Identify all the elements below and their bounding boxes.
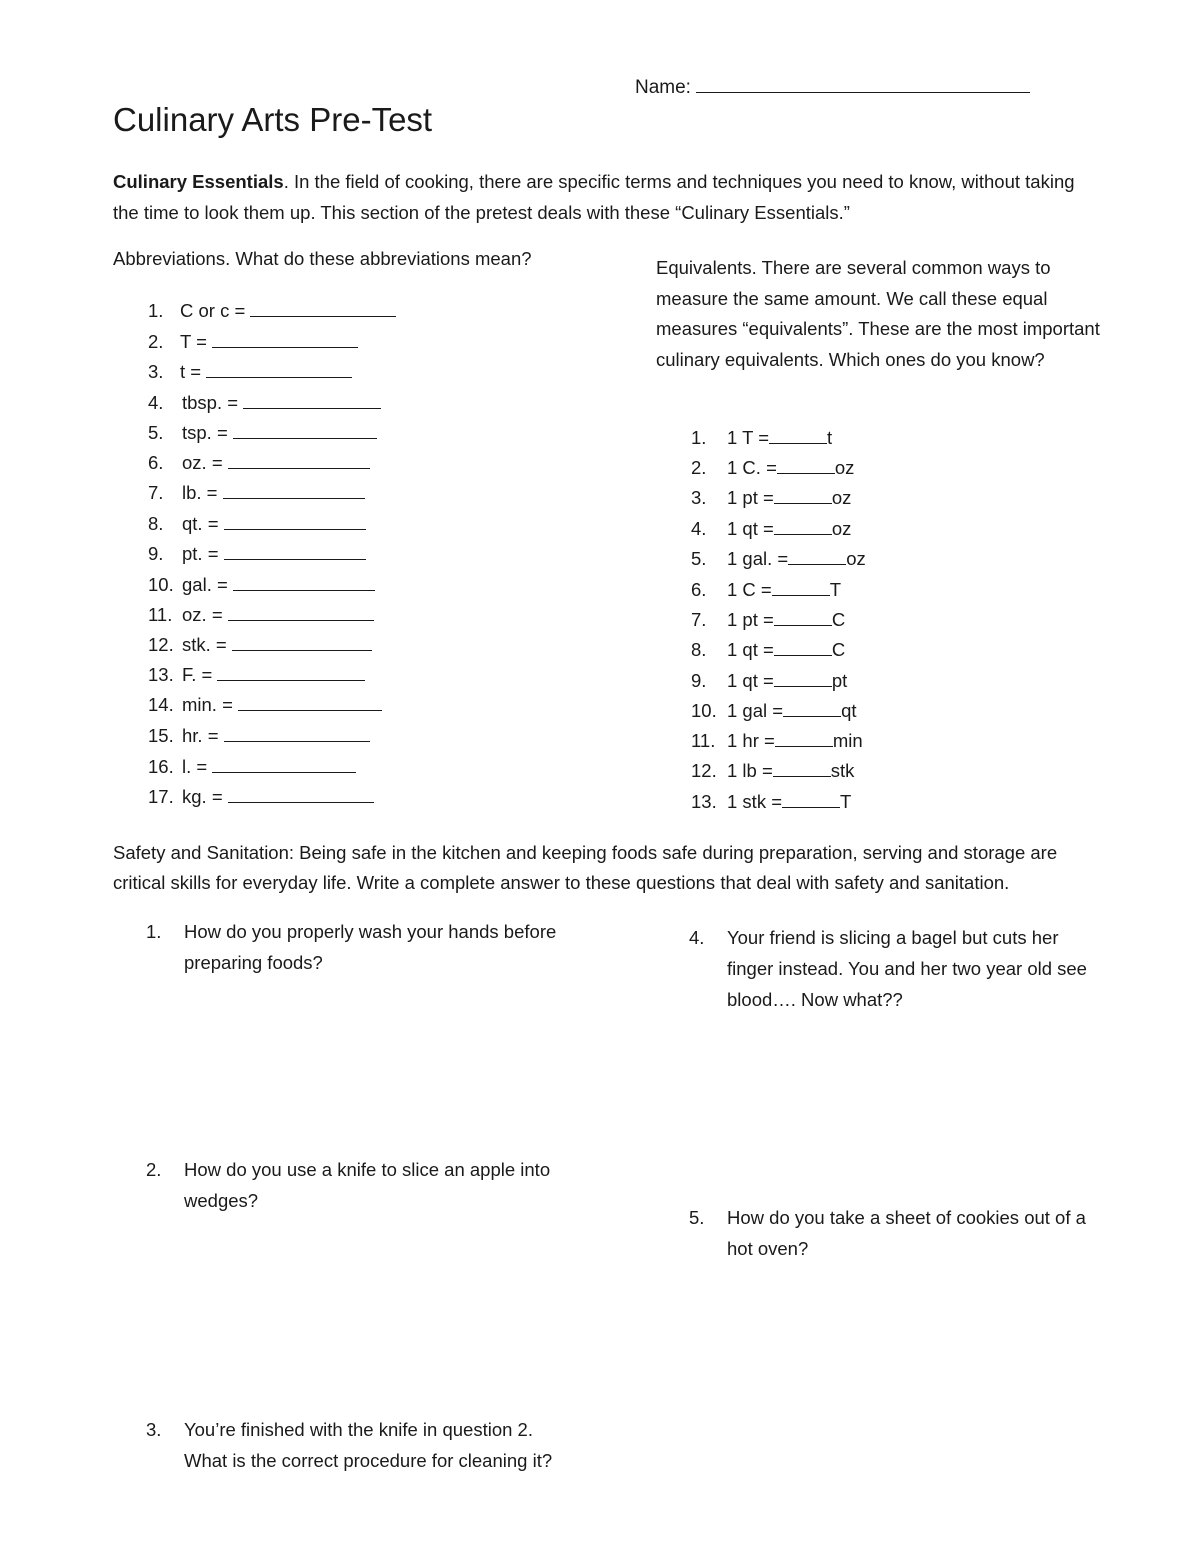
name-field[interactable] [635, 74, 1030, 99]
abbr-label: stk. = [182, 634, 227, 655]
abbr-num: 6. [148, 452, 164, 473]
equiv-left: 1 T = [727, 427, 770, 448]
equiv-item [691, 578, 841, 601]
abbr-num: 17. [148, 786, 174, 807]
answer-blank[interactable] [206, 360, 352, 378]
equiv-unit: t [827, 427, 833, 448]
abbr-label: tbsp. = [182, 392, 239, 413]
equiv-num: 5. [691, 548, 707, 569]
equiv-item [691, 456, 854, 479]
abbr-num: 12. [148, 634, 174, 655]
equiv-unit: T [840, 791, 852, 812]
answer-blank[interactable] [773, 759, 831, 777]
abbr-label: oz. = [182, 452, 223, 473]
abbr-item [148, 633, 372, 656]
equiv-item [691, 517, 851, 540]
equiv-item [691, 426, 832, 449]
abbr-label: C or c = [180, 300, 246, 321]
answer-blank[interactable] [782, 790, 840, 808]
question-line: blood…. Now what?? [727, 989, 903, 1010]
equiv-left: 1 qt = [727, 639, 774, 660]
abbr-num: 5. [148, 422, 164, 443]
abbr-item [148, 421, 377, 444]
answer-blank[interactable] [224, 724, 370, 742]
equiv-left: 1 stk = [727, 791, 783, 812]
abbr-label: l. = [182, 756, 208, 777]
abbr-num: 2. [148, 331, 164, 352]
equiv-num: 6. [691, 579, 707, 600]
equiv-unit: oz [846, 548, 866, 569]
question-line: preparing foods? [184, 952, 323, 973]
equiv-item [691, 790, 851, 813]
equiv-left: 1 lb = [727, 760, 773, 781]
intro-text: . In the field of cooking, there are specific terms and techniques you need to know, without taking the time to look them up. This section of the pretest deals with these “Culinary Essentials.” [113, 171, 1075, 223]
abbr-num: 3. [148, 361, 164, 382]
equiv-left: 1 qt = [727, 670, 774, 691]
answer-blank[interactable] [772, 578, 830, 596]
abbr-num: 16. [148, 756, 174, 777]
abbr-num: 11. [148, 604, 173, 625]
equiv-unit: T [829, 579, 842, 600]
question-line: What is the correct procedure for cleaning it? [184, 1450, 553, 1471]
abbr-num: 13. [148, 664, 174, 685]
answer-blank[interactable] [774, 608, 832, 626]
question-line: How do you properly wash your hands before [184, 921, 557, 942]
equiv-left: 1 qt = [727, 518, 774, 539]
equiv-item [691, 669, 847, 692]
name-label: Name: [635, 77, 691, 98]
equiv-num: 9. [691, 670, 707, 691]
equiv-unit: stk [830, 760, 855, 781]
abbr-item [148, 663, 365, 686]
answer-blank[interactable] [212, 755, 356, 773]
answer-blank[interactable] [243, 391, 381, 409]
abbr-item [148, 512, 366, 535]
equiv-left: 1 pt = [727, 487, 774, 508]
equiv-unit: pt [831, 670, 848, 691]
equiv-unit: C [831, 639, 846, 660]
equivalents-heading: Equivalents. There are several common ways to measure the same amount. We call these equal measures “equivalents”. These are the most important culinary equivalents. Which ones do you know? [656, 257, 1100, 370]
question-num: 5. [689, 1207, 705, 1228]
answer-blank[interactable] [228, 603, 374, 621]
answer-blank[interactable] [223, 481, 365, 499]
answer-blank[interactable] [774, 517, 832, 535]
equiv-num: 2. [691, 457, 707, 478]
abbr-label: oz. = [182, 604, 223, 625]
equiv-item [691, 729, 863, 752]
abbr-label: hr. = [182, 725, 219, 746]
abbr-label: tsp. = [182, 422, 228, 443]
safety-question-5 [689, 1202, 1086, 1264]
name-blank[interactable] [696, 74, 1030, 93]
safety-question-3 [146, 1414, 553, 1476]
equiv-num: 3. [691, 487, 707, 508]
abbr-label: gal. = [182, 574, 228, 595]
answer-blank[interactable] [233, 573, 375, 591]
abbr-label: min. = [182, 694, 233, 715]
equiv-unit: C [831, 609, 846, 630]
answer-blank[interactable] [224, 512, 366, 530]
equiv-num: 8. [691, 639, 707, 660]
abbr-num: 15. [148, 725, 174, 746]
safety-question-4 [689, 922, 1087, 1015]
answer-blank[interactable] [228, 451, 370, 469]
abbr-num: 10. [148, 574, 174, 595]
abbr-item [148, 542, 366, 565]
equiv-num: 7. [691, 609, 707, 630]
equiv-left: 1 C = [727, 579, 772, 600]
answer-blank[interactable] [774, 638, 832, 656]
abbr-item [148, 299, 396, 322]
question-num: 3. [146, 1419, 162, 1440]
answer-blank[interactable] [212, 330, 358, 348]
safety-question-2 [146, 1154, 551, 1216]
answer-blank[interactable] [777, 456, 835, 474]
equiv-item [691, 699, 857, 722]
equiv-unit: oz [831, 487, 852, 508]
abbr-item [148, 603, 374, 626]
equiv-num: 11. [691, 730, 716, 751]
equiv-item [691, 608, 845, 631]
abbr-item [148, 330, 358, 353]
intro-paragraph [113, 167, 1103, 228]
question-line: wedges? [184, 1190, 259, 1211]
answer-blank[interactable] [783, 699, 841, 717]
answer-blank[interactable] [774, 669, 832, 687]
abbr-num: 14. [148, 694, 174, 715]
equiv-num: 12. [691, 760, 717, 781]
abbr-item [148, 755, 356, 778]
abbr-item [148, 360, 352, 383]
abbr-item [148, 573, 375, 596]
abbr-num: 1. [148, 300, 164, 321]
answer-blank[interactable] [228, 785, 374, 803]
equiv-item [691, 486, 851, 509]
abbr-label: lb. = [182, 482, 218, 503]
equiv-num: 13. [691, 791, 717, 812]
equiv-left: 1 C. = [727, 457, 777, 478]
equiv-unit: oz [834, 457, 855, 478]
answer-blank[interactable] [224, 542, 366, 560]
answer-blank[interactable] [238, 693, 382, 711]
answer-blank[interactable] [217, 663, 365, 681]
equiv-left: 1 gal. = [727, 548, 789, 569]
equiv-num: 1. [691, 427, 707, 448]
abbr-label: T = [180, 331, 207, 352]
page-title: Culinary Arts Pre-Test [113, 101, 433, 138]
abbr-num: 4. [148, 392, 164, 413]
abbr-item [148, 785, 374, 808]
abbr-label: F. = [182, 664, 213, 685]
equiv-unit: qt [841, 700, 857, 721]
equiv-left: 1 hr = [727, 730, 775, 751]
abbr-label: t = [180, 361, 202, 382]
question-line: hot oven? [727, 1238, 809, 1259]
question-num: 4. [689, 927, 705, 948]
equiv-item [691, 638, 845, 661]
intro-bold: Culinary Essentials [113, 171, 284, 192]
safety-question-1 [146, 916, 557, 978]
question-line: How do you use a knife to slice an apple into [184, 1159, 551, 1180]
equiv-num: 10. [691, 700, 717, 721]
equiv-num: 4. [691, 518, 707, 539]
answer-blank[interactable] [774, 486, 832, 504]
answer-blank[interactable] [250, 299, 396, 317]
answer-blank[interactable] [775, 729, 833, 747]
equiv-left: 1 gal = [727, 700, 784, 721]
answer-blank[interactable] [788, 547, 846, 565]
abbr-item [148, 724, 370, 747]
abbr-item [148, 451, 370, 474]
abbr-num: 7. [148, 482, 164, 503]
abbr-num: 9. [148, 543, 164, 564]
question-num: 1. [146, 921, 162, 942]
equiv-unit: oz [831, 518, 852, 539]
question-line: finger instead. You and her two year old see [727, 958, 1087, 979]
equiv-item [691, 547, 866, 570]
abbr-label: pt. = [182, 543, 219, 564]
abbr-item [148, 481, 365, 504]
abbr-label: kg. = [182, 786, 223, 807]
abbreviations-heading: Abbreviations. What do these abbreviations mean? [113, 248, 532, 269]
equiv-item [691, 759, 854, 782]
abbr-item [148, 693, 382, 716]
answer-blank[interactable] [769, 426, 827, 444]
abbr-item [148, 391, 381, 414]
question-line: How do you take a sheet of cookies out of a [727, 1207, 1086, 1228]
equiv-unit: min [832, 730, 863, 751]
abbr-num: 8. [148, 513, 164, 534]
question-line: Your friend is slicing a bagel but cuts her [727, 927, 1059, 948]
question-num: 2. [146, 1159, 162, 1180]
safety-intro: Safety and Sanitation: Being safe in the kitchen and keeping foods safe during preparation, serving and storage are critical skills for everyday life. Write a complete answer to these questions that deal with safety and sanitation. [113, 842, 1058, 893]
answer-blank[interactable] [233, 421, 377, 439]
answer-blank[interactable] [232, 633, 372, 651]
question-line: You’re finished with the knife in question 2. [184, 1419, 533, 1440]
equiv-left: 1 pt = [727, 609, 774, 630]
abbr-label: qt. = [182, 513, 219, 534]
